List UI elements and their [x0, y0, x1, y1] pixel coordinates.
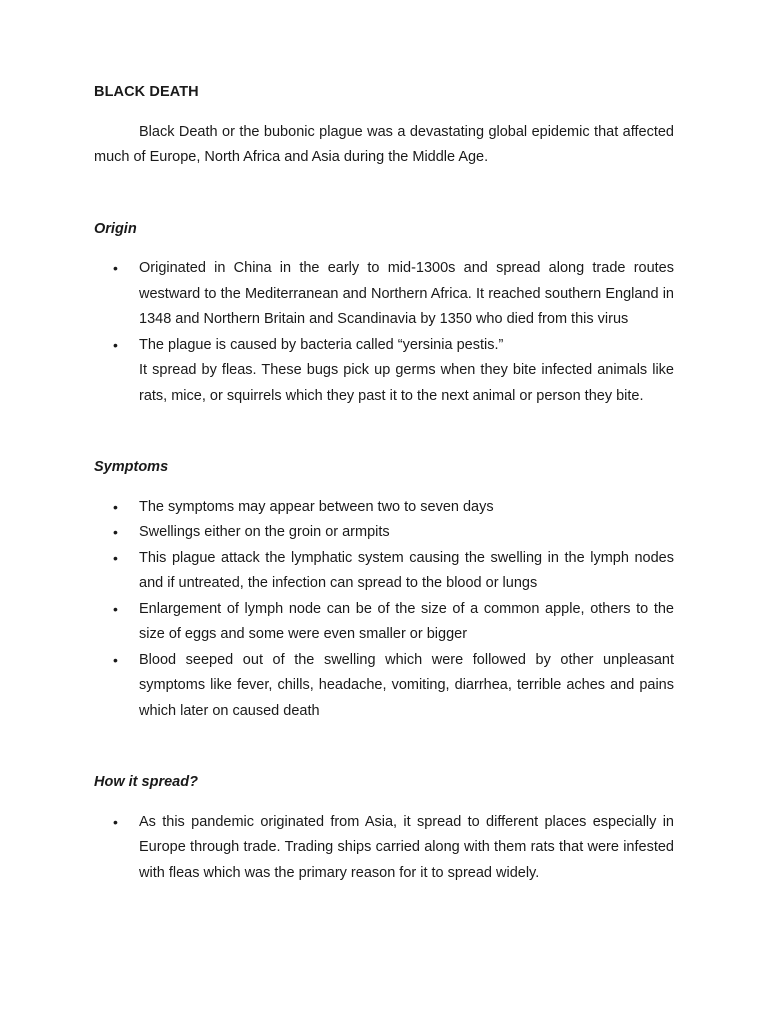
list-item [94, 810, 674, 887]
origin-list [94, 256, 674, 409]
symptoms-item-text: • The symptoms may appear between two to seven days [139, 498, 494, 515]
document-title: BLACK DEATH [94, 84, 199, 100]
origin-item-continuation: It spread by fleas. These bugs pick up germs when they bite infected animals like rats, mice, or squirrels which they past it to the next animal or person they bite. [139, 362, 674, 404]
list-item [94, 495, 674, 521]
symptoms-heading: Symptoms [94, 459, 169, 475]
origin-heading: Origin [94, 220, 137, 237]
symptoms-list [94, 495, 674, 725]
origin-item-text: • The plague is caused by bacteria called “yersinia pestis.” [139, 336, 504, 353]
symptoms-item-text: • Enlargement of lymph node can be of the size of a common apple, others to the size of eggs and some were even smaller or bigger [139, 600, 674, 642]
list-item [94, 520, 674, 546]
list-item [94, 333, 674, 410]
list-item [94, 597, 674, 648]
origin-item-text: • Originated in China in the early to mid-1300s and spread along trade routes westward to the Mediterranean and Northern Africa. It reached southern England in 1348 and Northern Britain and Scandinavia by 1350 who died from this virus [139, 260, 674, 327]
document-page [94, 80, 674, 886]
intro-paragraph: Black Death or the bubonic plague was a devastating global epidemic that affected much of Europe, North Africa and Asia during the Middle Age. [94, 123, 674, 165]
list-item [94, 546, 674, 597]
spread-heading: How it spread? [94, 774, 198, 790]
list-item [94, 648, 674, 725]
symptoms-item-text: • Blood seeped out of the swelling which were followed by other unpleasant symptoms like fever, chills, headache, vomiting, diarrhea, terrible aches and pains which later on caused death [139, 651, 674, 719]
symptoms-item-text: • This plague attack the lymphatic system causing the swelling in the lymph nodes and if untreated, the infection can spread to the blood or lungs [139, 549, 674, 591]
symptoms-item-text: • Swellings either on the groin or armpits [139, 524, 390, 540]
spread-item-text: • As this pandemic originated from Asia, it spread to different places especially in Europe through trade. Trading ships carried along with them rats that were infested with fleas which was the primary reason for it to spread widely. [139, 813, 674, 881]
spread-list [94, 810, 674, 887]
list-item [94, 256, 674, 333]
